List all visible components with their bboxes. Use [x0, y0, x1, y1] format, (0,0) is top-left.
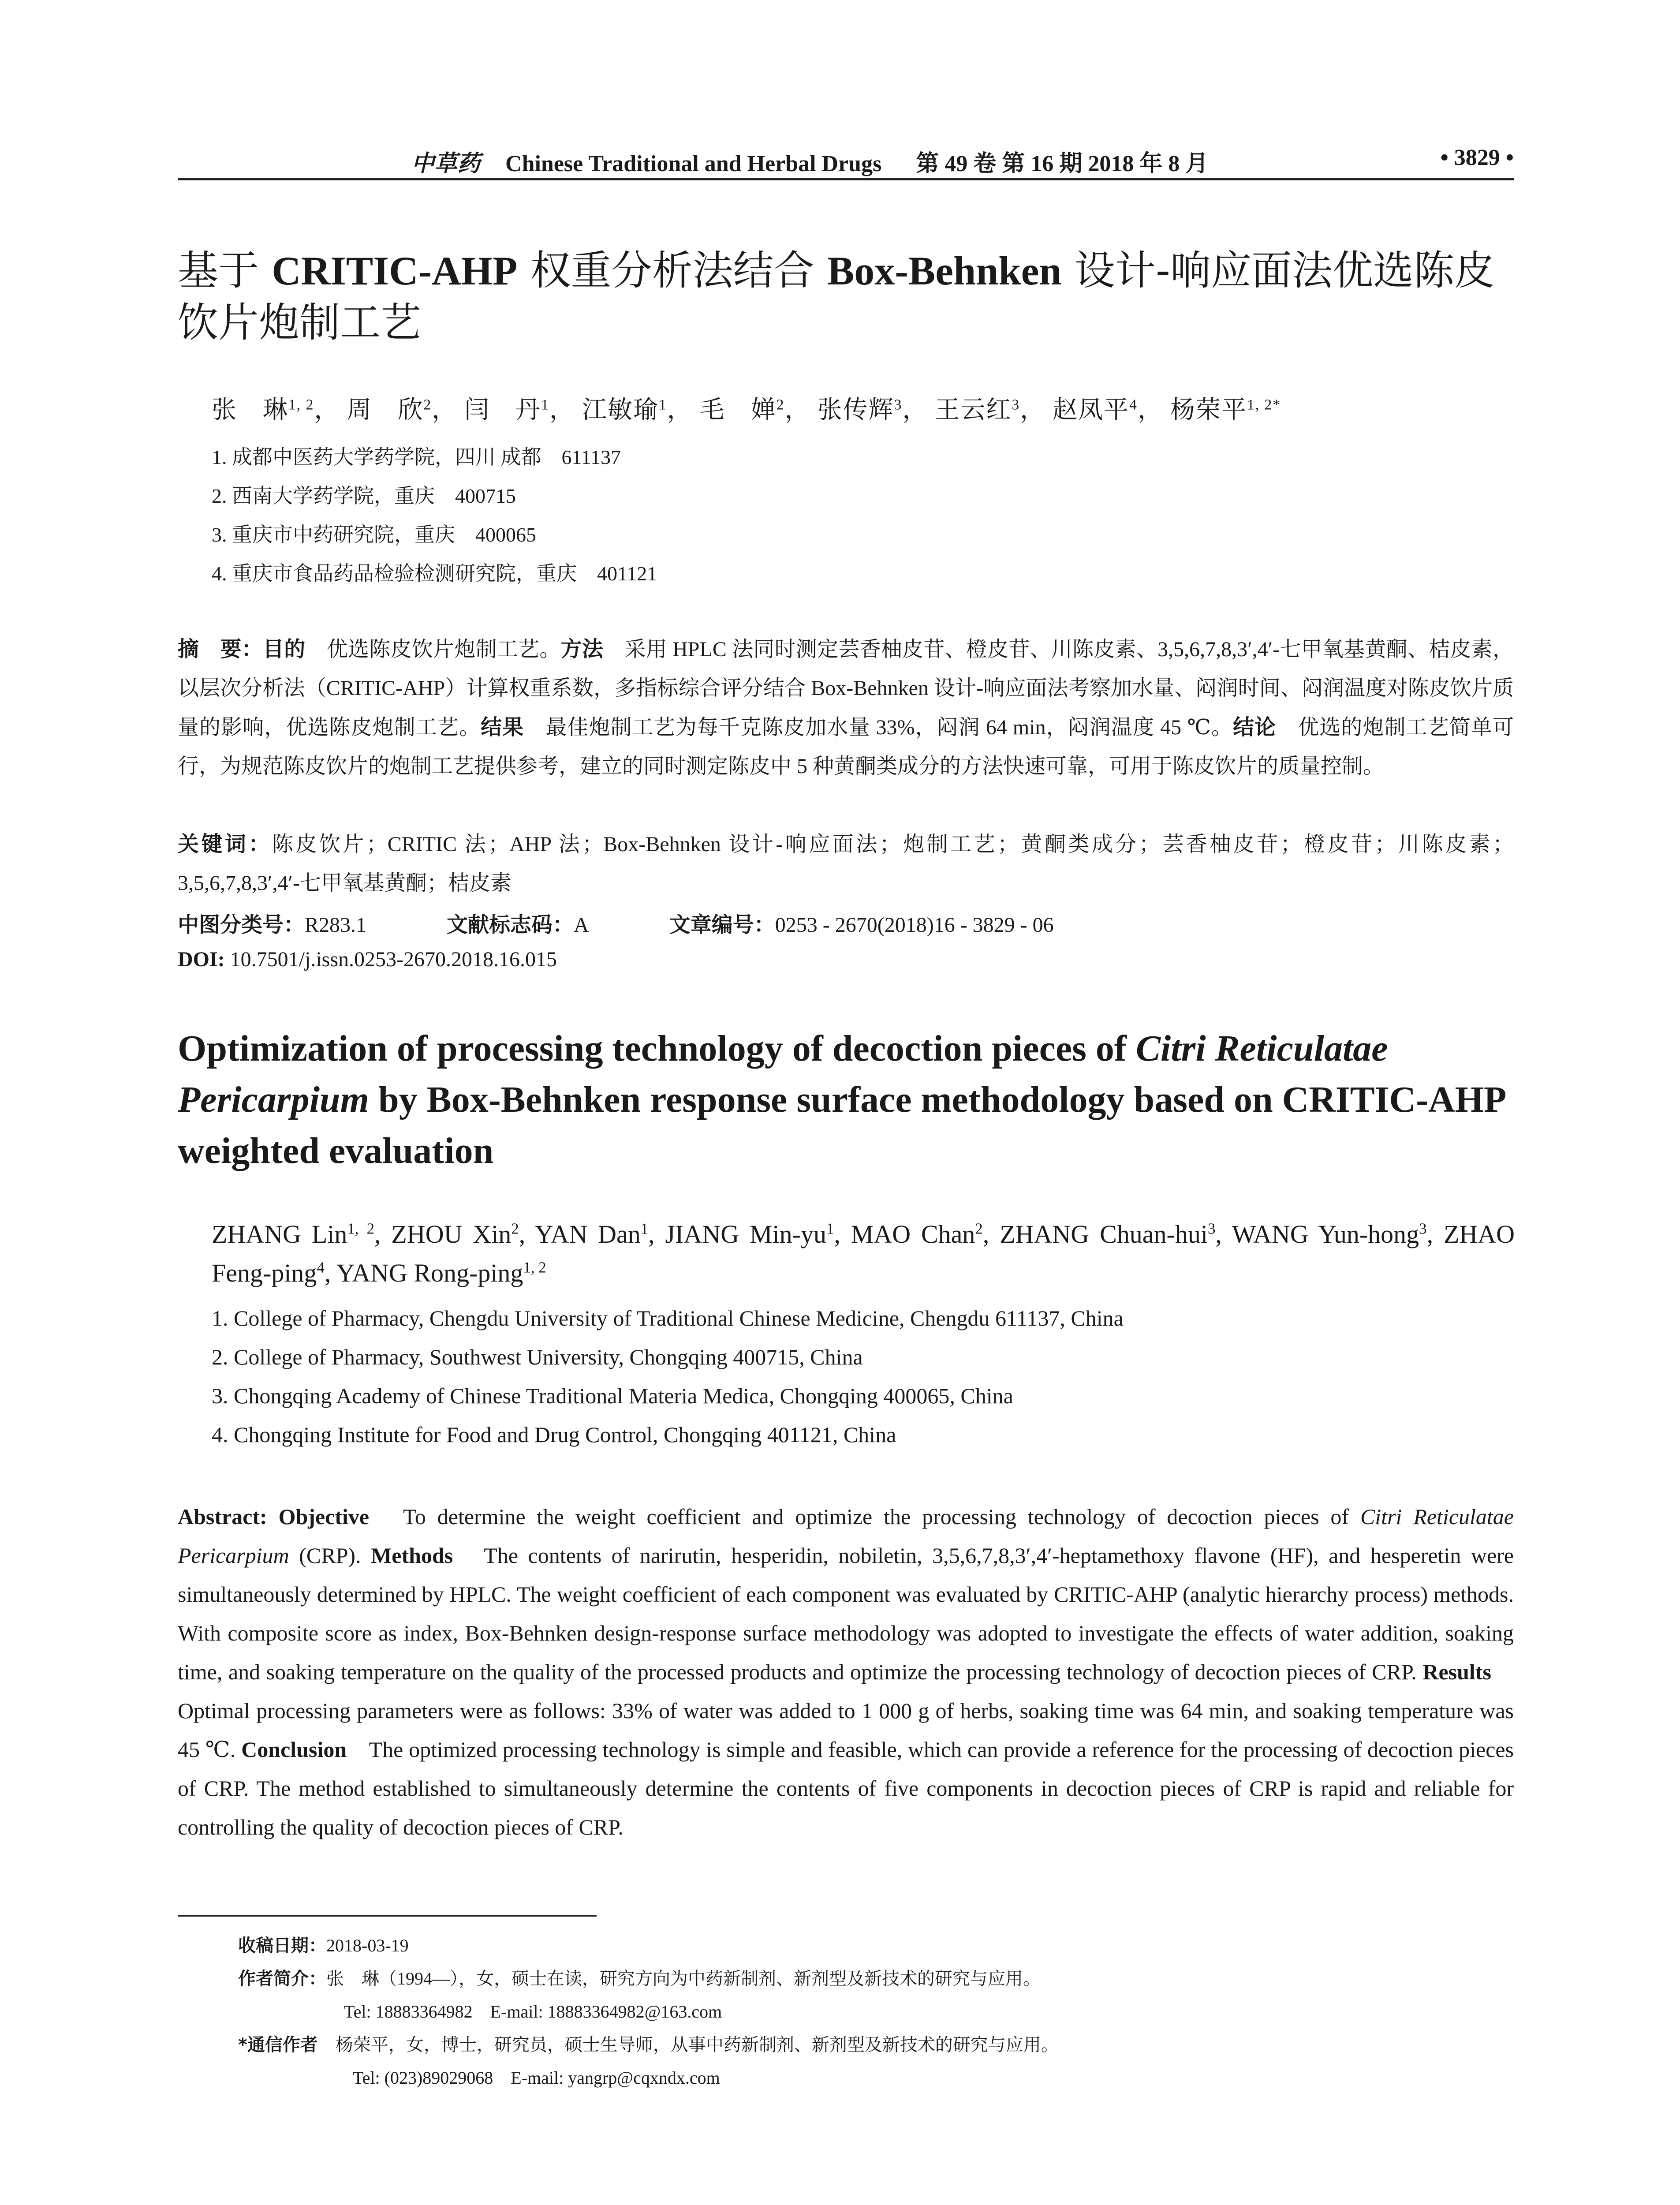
en-author: YANG Rong-ping$^{1, 2}$ — [336, 1259, 546, 1287]
cn-affiliation: 2. 西南大学药学院，重庆 400715 — [212, 485, 516, 507]
en-author: MAO Chan$^2$ — [851, 1220, 983, 1248]
cn-title: 基于 CRITIC-AHP 权重分析法结合 Box-Behnken 设计-响应面法优选陈皮饮片炮制工艺 — [178, 247, 1495, 346]
document-code: 文献标志码：A — [447, 912, 589, 937]
en-abstract: Abstract: Objective To determine the weight coefficient and optimize the processing technology of decoction pieces of Citri Reticulatae Pericarpium (CRP). Methods The contents of narirutin, hesperidin, nobiletin, 3,5,6,7,8,3′,4′-heptamethoxy flavone (HF), and hesperetin were simultaneously determined by HPLC. The weight coefficient of each component was evaluated by CRITIC-AHP (analytic hierarchy process) methods. With composite score as index, Box-Behnken design-response surface methodology was adopted to investigate the effects of water addition, soaking time, and soaking temperature on the quality of the processed products and optimize the processing technology of decoction pieces of CRP. Results Optimal processing parameters were as follows: 33% of water was added to 1 000 g of herbs, soaking time was 64 min, and soaking temperature was 45 ℃. Conclusion The optimized processing technology is simple and feasible, which can provide a reference for the processing of decoction pieces of CRP. The method established to simultaneously determine the contents of five components in decoction pieces of CRP is rapid and reliable for controlling the quality of decoction pieces of CRP. — [178, 1504, 1514, 1839]
cn-author: 毛 婵$^2$ — [699, 396, 785, 424]
cn-affiliation: 1. 成都中医药大学药学院，四川 成都 611137 — [212, 446, 621, 468]
cn-keywords: 关键词：陈皮饮片；CRITIC 法；AHP 法；Box-Behnken 设计-响应面法；炮制工艺；黄酮类成分；芸香柚皮苷；橙皮苷；川陈皮素；3,5,6,7,8,3′,4′-七甲氧基黄酮；桔皮素 — [178, 832, 1514, 895]
en-author: ZHANG Chuan-hui$^3$ — [1000, 1220, 1216, 1248]
cn-affiliation: 4. 重庆市食品药品检验检测研究院，重庆 401121 — [212, 562, 657, 585]
en-title: Optimization of processing technology of decoction pieces of Citri Reticulatae Pericarpium by Box-Behnken response surface methodology based on CRITIC-AHP weighted evaluation — [178, 1028, 1505, 1171]
cn-author: 闫 丹$^1$ — [464, 396, 549, 424]
running-header — [178, 140, 1514, 179]
journal-name: Chinese Traditional and Herbal Drugs — [505, 151, 882, 176]
cn-abstract-label: 摘 要： — [178, 637, 263, 662]
en-author: JIANG Min-$yu^1$ — [665, 1220, 834, 1248]
cn-author: 王云红$^3$ — [935, 396, 1020, 424]
corresponding-contact: Tel: (023)89029068 E-mail: yangrp@cqxndx.com — [353, 2068, 720, 2088]
author-profile: 作者简介：张 琳（1994—），女，硕士在读，研究方向为中药新制剂、新剂型及新技术的研究与应用。 — [238, 1969, 1041, 1989]
en-author: WANG Yun-hong$^3$ — [1232, 1220, 1427, 1248]
page-number: • 3829 • — [1440, 145, 1514, 170]
en-affiliation: 1. College of Pharmacy, Chengdu University of Traditional Chinese Medicine, Chengdu 611137, China — [212, 1306, 1124, 1330]
cn-author: 杨荣平$^{1, 2*}$ — [1170, 396, 1281, 424]
author-contact: Tel: 18883364982 E-mail: 18883364982@163.com — [344, 2002, 722, 2022]
cn-author: 张 琳$^{1, 2}$ — [212, 396, 314, 424]
cn-author: 赵凤平$^4$ — [1053, 396, 1138, 424]
journal-logo: 中草药 — [411, 150, 481, 177]
cn-author-list: 张 琳$^{1, 2}$， 周 欣$^2$， 闫 丹$^1$， 江敏瑜$^1$， 毛 婵$^2$， 张传辉$^3$， 王云红$^3$， 赵凤平$^4$， 杨荣平$^{1, 2*}$ — [212, 396, 1281, 424]
en-author-list: ZHANG Lin$^{1, 2}$, ZHOU Xin$^2$, YAN Dan$^1$, JIANG Min-$yu^1$, MAO Chan$^2$, ZHANG Chuan-hui$^3$, WANG Yun-hong$^3$, ZHAO Feng-ping$^4$, YANG Rong-ping$^{1, 2}$ — [212, 1220, 1515, 1287]
en-author: YAN Dan$^1$ — [534, 1220, 649, 1248]
footnote-rule — [178, 1915, 597, 1917]
cn-abstract: 摘 要：目的 优选陈皮饮片炮制工艺。方法 采用 HPLC 法同时测定芸香柚皮苷、橙皮苷、川陈皮素、3,5,6,7,8,3′,4′-七甲氧基黄酮、桔皮素，以层次分析法（CRITIC-AHP）计算权重系数，多指标综合评分结合 Box-Behnken 设计-响应面法考察加水量、闷润时间、闷润温度对陈皮饮片质量的影响，优选陈皮炮制工艺。结果 最佳炮制工艺为每千克陈皮加水量 33%，闷润 64 min，闷润温度 45 ℃。结论 优选的炮制工艺简单可行，为规范陈皮饮片的炮制工艺提供参考，建立的同时测定陈皮中 5 种黄酮类成分的方法快速可靠，可用于陈皮饮片的质量控制。 — [178, 637, 1514, 778]
received-date: 收稿日期：2018-03-19 — [238, 1936, 409, 1956]
header-journal-line — [411, 145, 1208, 178]
article-number: 文章编号：0253 - 2670(2018)16 - 3829 - 06 — [669, 912, 1054, 937]
en-affiliation: 2. College of Pharmacy, Southwest University, Chongqing 400715, China — [212, 1345, 863, 1369]
cn-author: 周 欣$^2$ — [347, 396, 432, 424]
en-author: ZHOU Xin$^2$ — [391, 1220, 519, 1248]
header-rule — [178, 178, 1514, 180]
en-affiliation: 4. Chongqing Institute for Food and Drug Control, Chongqing 401121, China — [212, 1422, 896, 1447]
cn-author: 张传辉$^3$ — [817, 396, 903, 424]
cn-author: 江敏瑜$^1$ — [582, 396, 667, 424]
issue-info: 第 49 卷 第 16 期 2018 年 8 月 — [916, 151, 1209, 176]
doi-line: DOI: 10.7501/j.issn.0253-2670.2018.16.015 — [178, 948, 557, 971]
clc-number: 中图分类号：R283.1 — [178, 912, 367, 937]
en-abstract-label: Abstract: — [178, 1504, 267, 1529]
doi-link[interactable]: 10.7501/j.issn.0253-2670.2018.16.015 — [224, 948, 557, 971]
corresponding-author: *通信作者 杨荣平，女，博士，研究员，硕士生导师，从事中药新制剂、新剂型及新技术的研究与应用。 — [238, 2035, 1059, 2055]
cn-affiliation: 3. 重庆市中药研究院，重庆 400065 — [212, 523, 536, 546]
classification-line — [178, 908, 1054, 938]
en-author: ZHAO Feng-ping$^4$ — [212, 1220, 1515, 1287]
en-author: ZHANG Lin$^{1, 2}$ — [212, 1220, 374, 1248]
en-affiliation: 3. Chongqing Academy of Chinese Traditional Materia Medica, Chongqing 400065, China — [212, 1383, 1013, 1408]
